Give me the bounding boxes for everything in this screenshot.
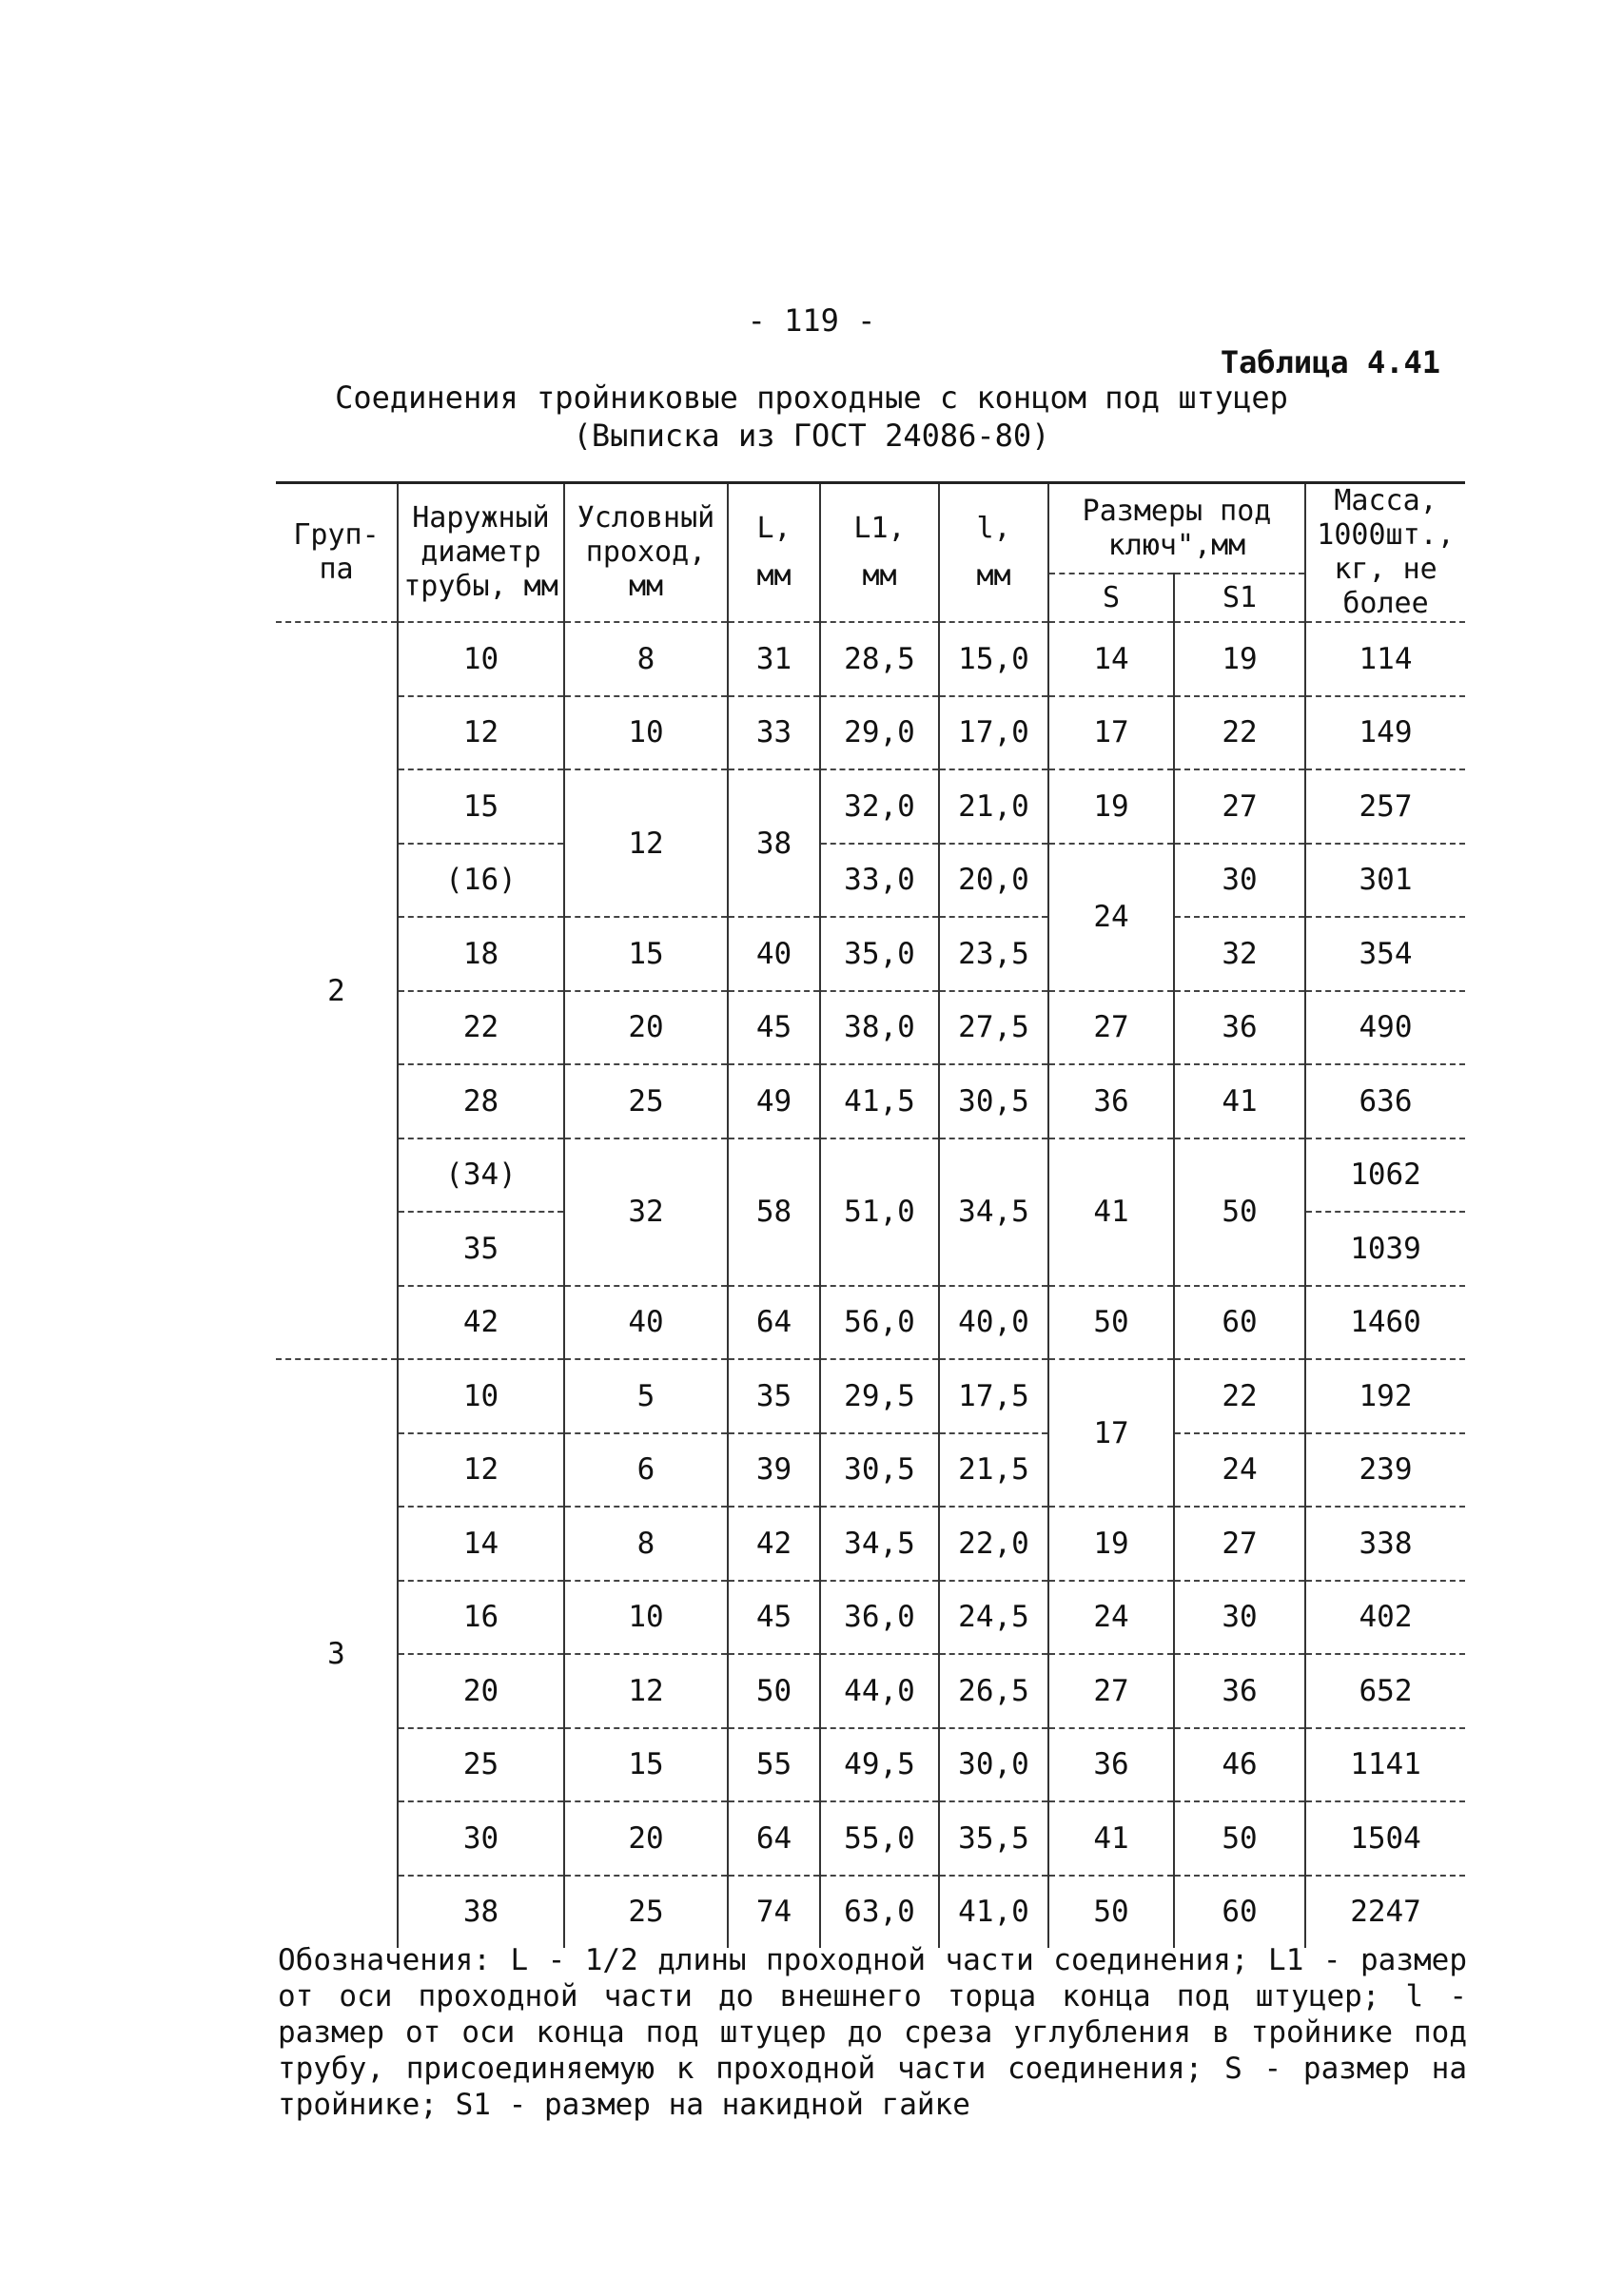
- cell-L1: 63,0: [820, 1876, 939, 1949]
- cell-mass: 1062: [1305, 1138, 1465, 1213]
- cell-L1: 38,0: [820, 991, 939, 1065]
- cell-bore: 15: [564, 917, 728, 991]
- cell-diameter: (16): [398, 844, 564, 918]
- cell-mass: 149: [1305, 696, 1465, 770]
- cell-S1: 27: [1174, 1507, 1305, 1581]
- cell-L: 45: [728, 1581, 820, 1655]
- cell-bore: 8: [564, 1507, 728, 1581]
- cell-S1: 30: [1174, 1581, 1305, 1655]
- cell-L: 38: [728, 769, 820, 917]
- header-S: S: [1048, 574, 1174, 622]
- cell-bore: 20: [564, 1801, 728, 1876]
- cell-L1: 35,0: [820, 917, 939, 991]
- cell-l: 34,5: [939, 1138, 1048, 1286]
- header-L1: [820, 483, 939, 623]
- cell-l: 24,5: [939, 1581, 1048, 1655]
- cell-L1: 41,5: [820, 1064, 939, 1138]
- cell-bore: 8: [564, 622, 728, 696]
- table-row: [276, 1433, 1465, 1508]
- cell-diameter: 42: [398, 1286, 564, 1360]
- cell-mass: 2247: [1305, 1876, 1465, 1949]
- cell-L1: 44,0: [820, 1654, 939, 1728]
- cell-S1: 41: [1174, 1064, 1305, 1138]
- cell-S1: 19: [1174, 622, 1305, 696]
- table-row: [276, 1581, 1465, 1655]
- cell-l: 15,0: [939, 622, 1048, 696]
- cell-diameter: 25: [398, 1728, 564, 1802]
- cell-S: 14: [1048, 622, 1174, 696]
- cell-S1: 22: [1174, 696, 1305, 770]
- cell-diameter: (34): [398, 1138, 564, 1213]
- header-l: [939, 483, 1048, 623]
- cell-S: 41: [1048, 1138, 1174, 1286]
- cell-bore: 5: [564, 1359, 728, 1433]
- cell-L: 35: [728, 1359, 820, 1433]
- header-wrench: Размеры под ключ",мм: [1048, 483, 1305, 574]
- cell-S1: 36: [1174, 991, 1305, 1065]
- cell-S: 24: [1048, 1581, 1174, 1655]
- cell-L: 55: [728, 1728, 820, 1802]
- cell-diameter: 35: [398, 1212, 564, 1286]
- cell-L: 58: [728, 1138, 820, 1286]
- table-row: [276, 1728, 1465, 1802]
- cell-S1: 24: [1174, 1433, 1305, 1508]
- cell-L1: 49,5: [820, 1728, 939, 1802]
- cell-L1: 33,0: [820, 844, 939, 918]
- cell-S: 50: [1048, 1876, 1174, 1949]
- table-label: Таблица 4.41: [1220, 344, 1440, 380]
- cell-l: 35,5: [939, 1801, 1048, 1876]
- page-number: - 119 -: [747, 302, 876, 339]
- table-row: [276, 844, 1465, 918]
- header-group: Груп- па: [276, 483, 398, 623]
- cell-l: 41,0: [939, 1876, 1048, 1949]
- cell-S1: 50: [1174, 1801, 1305, 1876]
- cell-L1: 51,0: [820, 1138, 939, 1286]
- header-l-unit: мм: [976, 559, 1011, 593]
- cell-diameter: 20: [398, 1654, 564, 1728]
- cell-diameter: 15: [398, 769, 564, 844]
- header-S1: S1: [1174, 574, 1305, 622]
- cell-L: 64: [728, 1801, 820, 1876]
- group-cell: 2: [276, 622, 398, 1359]
- cell-diameter: 38: [398, 1876, 564, 1949]
- cell-l: 21,5: [939, 1433, 1048, 1508]
- cell-mass: 490: [1305, 991, 1465, 1065]
- header-L: [728, 483, 820, 623]
- cell-bore: 32: [564, 1138, 728, 1286]
- cell-L: 31: [728, 622, 820, 696]
- cell-diameter: 16: [398, 1581, 564, 1655]
- cell-L: 33: [728, 696, 820, 770]
- notation-notes: Обозначения: L - 1/2 длины проходной части соединения; L1 - размер от оси проходной части до внешнего торца конца под штуцер; l - размер от оси конца под штуцер до среза углубления в тройнике под трубу, присоединяемую к проходной части соединения; S - размер на тройнике; S1 - размер на накидной гайке: [278, 1943, 1467, 2122]
- title-line-1: Соединения тройниковые проходные с концом под штуцер: [335, 379, 1288, 416]
- cell-L1: 28,5: [820, 622, 939, 696]
- cell-L: 42: [728, 1507, 820, 1581]
- cell-mass: 192: [1305, 1359, 1465, 1433]
- cell-L1: 36,0: [820, 1581, 939, 1655]
- cell-S: 27: [1048, 1654, 1174, 1728]
- header-l-symbol: l,: [976, 512, 1011, 545]
- cell-L1: 34,5: [820, 1507, 939, 1581]
- cell-mass: 354: [1305, 917, 1465, 991]
- cell-bore: 10: [564, 1581, 728, 1655]
- cell-diameter: 12: [398, 1433, 564, 1508]
- cell-S1: 46: [1174, 1728, 1305, 1802]
- table-row: [276, 1876, 1465, 1949]
- cell-mass: 1039: [1305, 1212, 1465, 1286]
- table-row: [276, 1138, 1465, 1213]
- cell-L: 49: [728, 1064, 820, 1138]
- cell-l: 22,0: [939, 1507, 1048, 1581]
- cell-S: 19: [1048, 1507, 1174, 1581]
- cell-bore: 12: [564, 769, 728, 917]
- cell-mass: 257: [1305, 769, 1465, 844]
- cell-bore: 6: [564, 1433, 728, 1508]
- cell-bore: 10: [564, 696, 728, 770]
- fittings-table: [276, 481, 1465, 1948]
- cell-diameter: 18: [398, 917, 564, 991]
- cell-L1: 29,5: [820, 1359, 939, 1433]
- cell-S: 41: [1048, 1801, 1174, 1876]
- cell-mass: 338: [1305, 1507, 1465, 1581]
- cell-mass: 114: [1305, 622, 1465, 696]
- cell-l: 40,0: [939, 1286, 1048, 1360]
- cell-L1: 32,0: [820, 769, 939, 844]
- cell-mass: 652: [1305, 1654, 1465, 1728]
- table-row: [276, 1359, 1465, 1433]
- cell-S: 19: [1048, 769, 1174, 844]
- cell-mass: 402: [1305, 1581, 1465, 1655]
- cell-bore: 20: [564, 991, 728, 1065]
- cell-L1: 29,0: [820, 696, 939, 770]
- cell-l: 21,0: [939, 769, 1048, 844]
- cell-diameter: 28: [398, 1064, 564, 1138]
- cell-L: 45: [728, 991, 820, 1065]
- table-row: [276, 769, 1465, 844]
- cell-L: 50: [728, 1654, 820, 1728]
- cell-L1: 55,0: [820, 1801, 939, 1876]
- table-row: [276, 917, 1465, 991]
- cell-l: 30,5: [939, 1064, 1048, 1138]
- cell-L1: 30,5: [820, 1433, 939, 1508]
- table-row: [276, 1507, 1465, 1581]
- cell-S1: 60: [1174, 1286, 1305, 1360]
- cell-l: 27,5: [939, 991, 1048, 1065]
- table-row: [276, 1801, 1465, 1876]
- header-mass: Масса, 1000шт., кг, не более: [1305, 483, 1465, 623]
- cell-S: 27: [1048, 991, 1174, 1065]
- cell-S1: 30: [1174, 844, 1305, 918]
- table-row: [276, 1286, 1465, 1360]
- cell-L1: 56,0: [820, 1286, 939, 1360]
- cell-L: 74: [728, 1876, 820, 1949]
- cell-diameter: 12: [398, 696, 564, 770]
- cell-l: 26,5: [939, 1654, 1048, 1728]
- cell-S: 17: [1048, 696, 1174, 770]
- cell-S: 17: [1048, 1359, 1174, 1507]
- cell-L: 64: [728, 1286, 820, 1360]
- header-nominal-bore: Условный проход, мм: [564, 483, 728, 623]
- cell-S1: 32: [1174, 917, 1305, 991]
- title-line-2: (Выписка из ГОСТ 24086-80): [573, 418, 1050, 454]
- cell-l: 23,5: [939, 917, 1048, 991]
- cell-S: 36: [1048, 1728, 1174, 1802]
- cell-mass: 301: [1305, 844, 1465, 918]
- cell-diameter: 10: [398, 622, 564, 696]
- cell-l: 30,0: [939, 1728, 1048, 1802]
- cell-mass: 1141: [1305, 1728, 1465, 1802]
- cell-bore: 15: [564, 1728, 728, 1802]
- cell-S: 36: [1048, 1064, 1174, 1138]
- cell-bore: 25: [564, 1876, 728, 1949]
- header-L1-symbol: L1,: [853, 512, 906, 545]
- cell-S1: 60: [1174, 1876, 1305, 1949]
- cell-diameter: 10: [398, 1359, 564, 1433]
- cell-S1: 50: [1174, 1138, 1305, 1286]
- table-row: [276, 991, 1465, 1065]
- table-row: [276, 1064, 1465, 1138]
- cell-diameter: 22: [398, 991, 564, 1065]
- cell-S: 50: [1048, 1286, 1174, 1360]
- header-L1-unit: мм: [862, 559, 897, 593]
- cell-diameter: 14: [398, 1507, 564, 1581]
- cell-mass: 1504: [1305, 1801, 1465, 1876]
- header-L-symbol: L,: [756, 512, 792, 545]
- cell-bore: 12: [564, 1654, 728, 1728]
- cell-L: 40: [728, 917, 820, 991]
- cell-mass: 239: [1305, 1433, 1465, 1508]
- table-row: [276, 1654, 1465, 1728]
- cell-l: 17,5: [939, 1359, 1048, 1433]
- header-L-unit: мм: [756, 559, 792, 593]
- cell-bore: 40: [564, 1286, 728, 1360]
- table-row: [276, 696, 1465, 770]
- table-row: [276, 622, 1465, 696]
- cell-L: 39: [728, 1433, 820, 1508]
- header-outer-diameter: Наружный диаметр трубы, мм: [398, 483, 564, 623]
- cell-l: 20,0: [939, 844, 1048, 918]
- cell-S1: 27: [1174, 769, 1305, 844]
- cell-S: 24: [1048, 844, 1174, 991]
- cell-mass: 636: [1305, 1064, 1465, 1138]
- cell-diameter: 30: [398, 1801, 564, 1876]
- cell-mass: 1460: [1305, 1286, 1465, 1360]
- cell-l: 17,0: [939, 696, 1048, 770]
- cell-S1: 36: [1174, 1654, 1305, 1728]
- table-title: [0, 379, 1623, 455]
- cell-S1: 22: [1174, 1359, 1305, 1433]
- group-cell: 3: [276, 1359, 398, 1948]
- cell-bore: 25: [564, 1064, 728, 1138]
